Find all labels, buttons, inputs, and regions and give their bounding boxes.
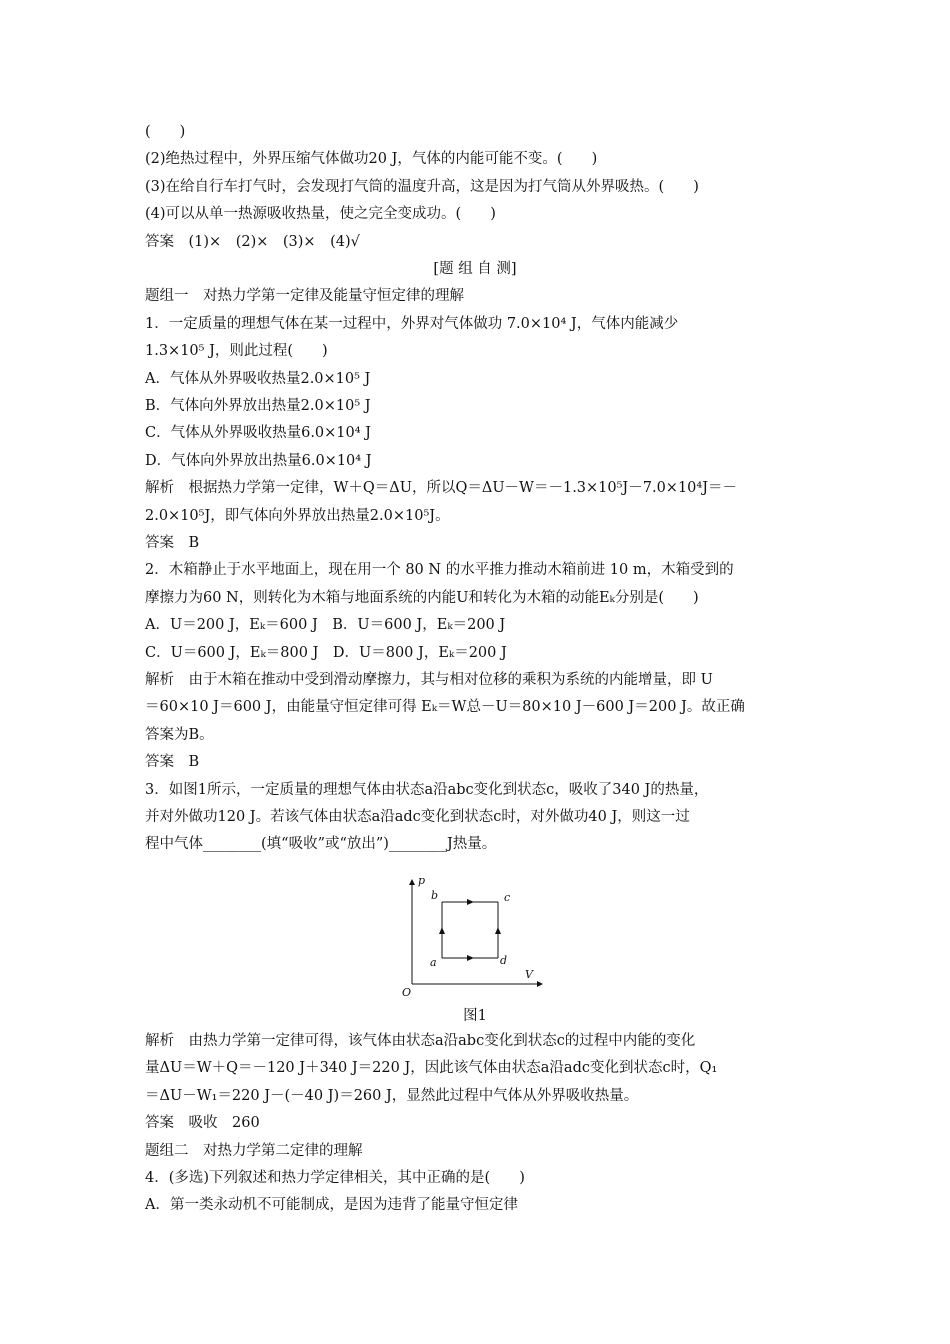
label-a: a: [430, 956, 437, 969]
text-line: (3)在给自行车打气时，会发现打气筒的温度升高，这是因为打气筒从外界吸热。( ): [145, 178, 699, 195]
arrow-ad: [467, 955, 474, 961]
text-line: 2．木箱静止于水平地面上，现在用一个 80 N 的水平推力推动木箱前进 10 m，木箱受到的: [145, 562, 734, 579]
text-line: 题组一 对热力学第一定律及能量守恒定律的理解: [145, 288, 464, 305]
label-d: d: [500, 954, 508, 967]
text-line: [题 组 自 测]: [433, 261, 517, 277]
text-line: 1.3×10⁵ J，则此过程( ): [145, 343, 328, 360]
text-line: 摩擦力为60 N，则转化为木箱与地面系统的内能U和转化为木箱的动能Eₖ分别是( ): [145, 589, 699, 606]
text-line: ＝60×10 J＝600 J，由能量守恒定律可得 Eₖ＝W总－U＝80×10 J－600 J＝200 J。故正确: [145, 699, 745, 716]
arrow-bc: [467, 899, 474, 905]
text-line: 答案 B: [145, 754, 200, 771]
pv-diagram-svg: [400, 872, 550, 1000]
text-line: A．气体从外界吸收热量2.0×10⁵ J: [145, 370, 371, 387]
text-line: 答案 吸收 260: [145, 1115, 260, 1132]
label-b: b: [431, 889, 439, 902]
text-line: 并对外做功120 J。若该气体由状态a沿adc变化到状态c时，对外做功40 J，则这一过: [145, 809, 690, 825]
text-line: ＝ΔU－W₁＝220 J－(－40 J)＝260 J，显然此过程中气体从外界吸收热量。: [145, 1087, 639, 1104]
text-line: 答案 (1)× (2)× (3)× (4)√: [145, 233, 360, 250]
text-line: 解析 由于木箱在推动中受到滑动摩擦力，其与相对位移的乘积为系统的内能增量，即 U: [145, 672, 713, 688]
label-v: V: [525, 968, 533, 981]
text-line: 解析 根据热力学第一定律，W＋Q＝ΔU，所以Q＝ΔU－W＝－1.3×10⁵J－7.0×10⁴J＝－: [145, 480, 738, 497]
text-line: 答案为B。: [145, 726, 214, 743]
pv-diagram: [400, 872, 550, 1000]
text-line: C．气体从外界吸收热量6.0×10⁴ J: [145, 425, 371, 442]
text-line: 3．如图1所示，一定质量的理想气体由状态a沿abc变化到状态c，吸收了340 J的热量，: [145, 781, 709, 798]
text-line: A．U＝200 J，Eₖ＝600 J B．U＝600 J，Eₖ＝200 J: [145, 617, 506, 634]
label-c: c: [504, 891, 511, 904]
text-line: 题组二 对热力学第二定律的理解: [145, 1142, 363, 1159]
text-line: (4)可以从单一热源吸收热量，使之完全变成功。( ): [145, 206, 496, 223]
text-line: C．U＝600 J，Eₖ＝800 J D．U＝800 J，Eₖ＝200 J: [145, 644, 507, 661]
label-p: p: [418, 874, 426, 887]
text-line: 1．一定质量的理想气体在某一过程中，外界对气体做功 7.0×10⁴ J，气体内能减少: [145, 315, 679, 332]
text-line: 程中气体________(填“吸收”或“放出”)________J热量。: [145, 836, 497, 853]
text-line: A．第一类永动机不可能制成，是因为违背了能量守恒定律: [145, 1197, 518, 1214]
text-line: 量ΔU＝W＋Q＝－120 J＋340 J＝220 J，因此该气体由状态a沿adc变化到状态c时，Q₁: [145, 1060, 718, 1077]
text-line: D．气体向外界放出热量6.0×10⁴ J: [145, 452, 372, 469]
arrow-dc: [495, 927, 501, 934]
text-line: (2)绝热过程中，外界压缩气体做功20 J，气体的内能可能不变。( ): [145, 151, 598, 168]
figure-caption: 图1: [463, 1008, 487, 1024]
text-line: 解析 由热力学第一定律可得，该气体由状态a沿abc变化到状态c的过程中内能的变化: [145, 1033, 696, 1049]
text-line: ( ): [145, 124, 186, 140]
text-line: 4．(多选)下列叙述和热力学定律相关，其中正确的是( ): [145, 1170, 525, 1186]
arrow-ab: [439, 927, 445, 934]
text-line: 2.0×10⁵J，即气体向外界放出热量2.0×10⁵J。: [145, 507, 450, 524]
text-line: B．气体向外界放出热量2.0×10⁵ J: [145, 398, 371, 414]
label-origin: O: [402, 986, 412, 999]
text-line: 答案 B: [145, 535, 200, 551]
